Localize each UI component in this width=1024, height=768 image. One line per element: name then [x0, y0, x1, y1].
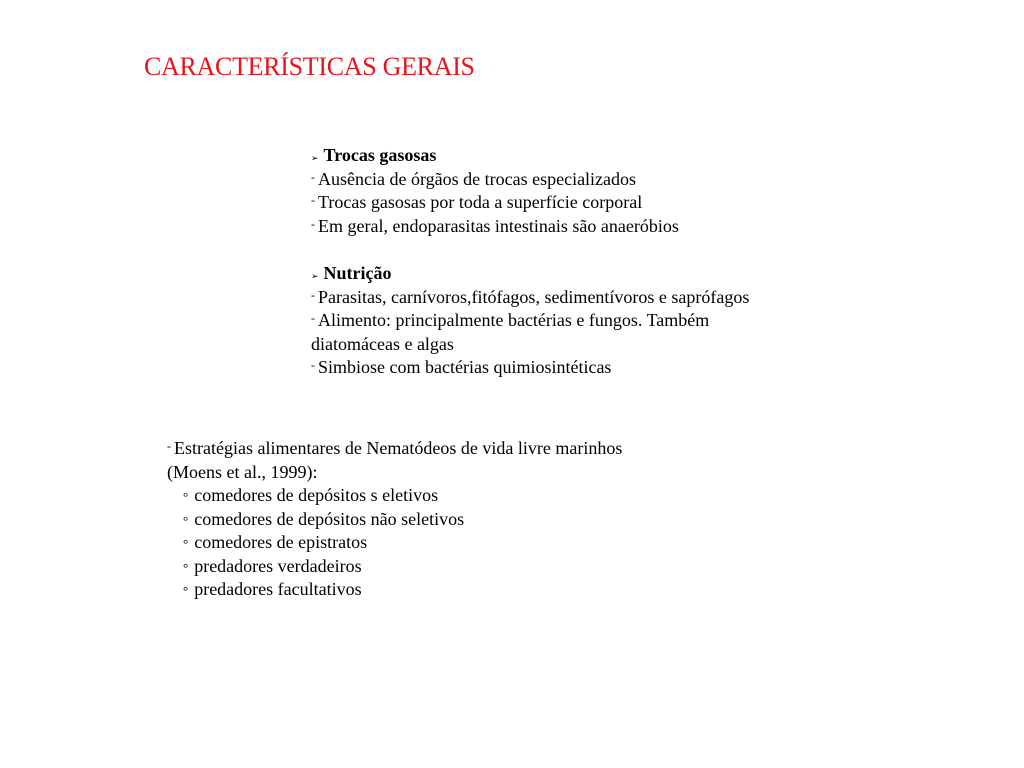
list-item-continuation: diatomáceas e algas — [311, 333, 454, 354]
section-nutricao — [311, 262, 871, 380]
ring-bullet-icon: ° — [183, 559, 189, 575]
list-item-text: Ausência de órgãos de trocas especializados — [318, 168, 637, 189]
list-item — [311, 215, 871, 239]
strategies-citation: (Moens et al., 1999): — [167, 461, 318, 482]
list-item-text: Alimento: principalmente bactérias e fungos. Também — [318, 310, 710, 330]
strategy-item-text: predadores verdadeiros — [194, 555, 362, 576]
section-heading-row — [311, 262, 871, 286]
strategy-item-text: comedores de depósitos s eletivos — [194, 485, 439, 505]
list-item-text: Trocas gasosas por toda a superfície corporal — [318, 192, 643, 212]
dash-bullet-icon: - — [311, 193, 315, 207]
list-item — [311, 168, 871, 192]
dash-bullet-icon: - — [311, 216, 315, 231]
list-item — [311, 309, 871, 333]
strategies-intro-text: Estratégias alimentares de Nematódeos de vida livre marinhos — [174, 438, 623, 458]
strategy-item — [167, 508, 787, 532]
slide-title: CARACTERÍSTICAS GERAIS — [144, 52, 475, 81]
ring-bullet-icon: ° — [183, 512, 189, 528]
list-item-text: Parasitas, carnívoros,fitófagos, sedimentívoros e saprófagos — [318, 286, 750, 307]
strategy-item-text: comedores de depósitos não seletivos — [194, 508, 465, 529]
ring-bullet-icon: ° — [183, 536, 189, 551]
section-trocas-gasosas — [311, 144, 871, 238]
strategy-item — [167, 531, 787, 555]
arrow-bullet-icon: ➢ — [311, 153, 319, 163]
strategy-item-text: predadores facultativos — [194, 579, 362, 599]
dash-bullet-icon: - — [311, 358, 315, 372]
dash-bullet-icon: - — [311, 287, 315, 302]
dash-bullet-icon: - — [311, 311, 315, 325]
list-item-text: Simbiose com bactérias quimiosintéticas — [318, 357, 612, 377]
feeding-strategies — [167, 437, 787, 602]
list-item-text: Em geral, endoparasitas intestinais são anaeróbios — [318, 215, 679, 236]
strategy-item — [167, 484, 787, 508]
list-item — [311, 356, 871, 380]
list-item — [311, 191, 871, 215]
dash-bullet-icon: - — [167, 439, 171, 453]
section-heading-row — [311, 144, 871, 168]
strategy-item-text: comedores de epistratos — [194, 532, 368, 552]
strategies-intro — [167, 437, 787, 461]
strategy-item — [167, 578, 787, 602]
section-heading: Nutrição — [323, 263, 392, 283]
section-heading: Trocas gasosas — [323, 145, 437, 165]
list-item — [311, 286, 871, 310]
ring-bullet-icon: ° — [183, 489, 189, 504]
dash-bullet-icon: - — [311, 169, 315, 184]
arrow-bullet-icon: ➢ — [311, 271, 319, 281]
strategy-item — [167, 555, 787, 579]
ring-bullet-icon: ° — [183, 583, 189, 598]
